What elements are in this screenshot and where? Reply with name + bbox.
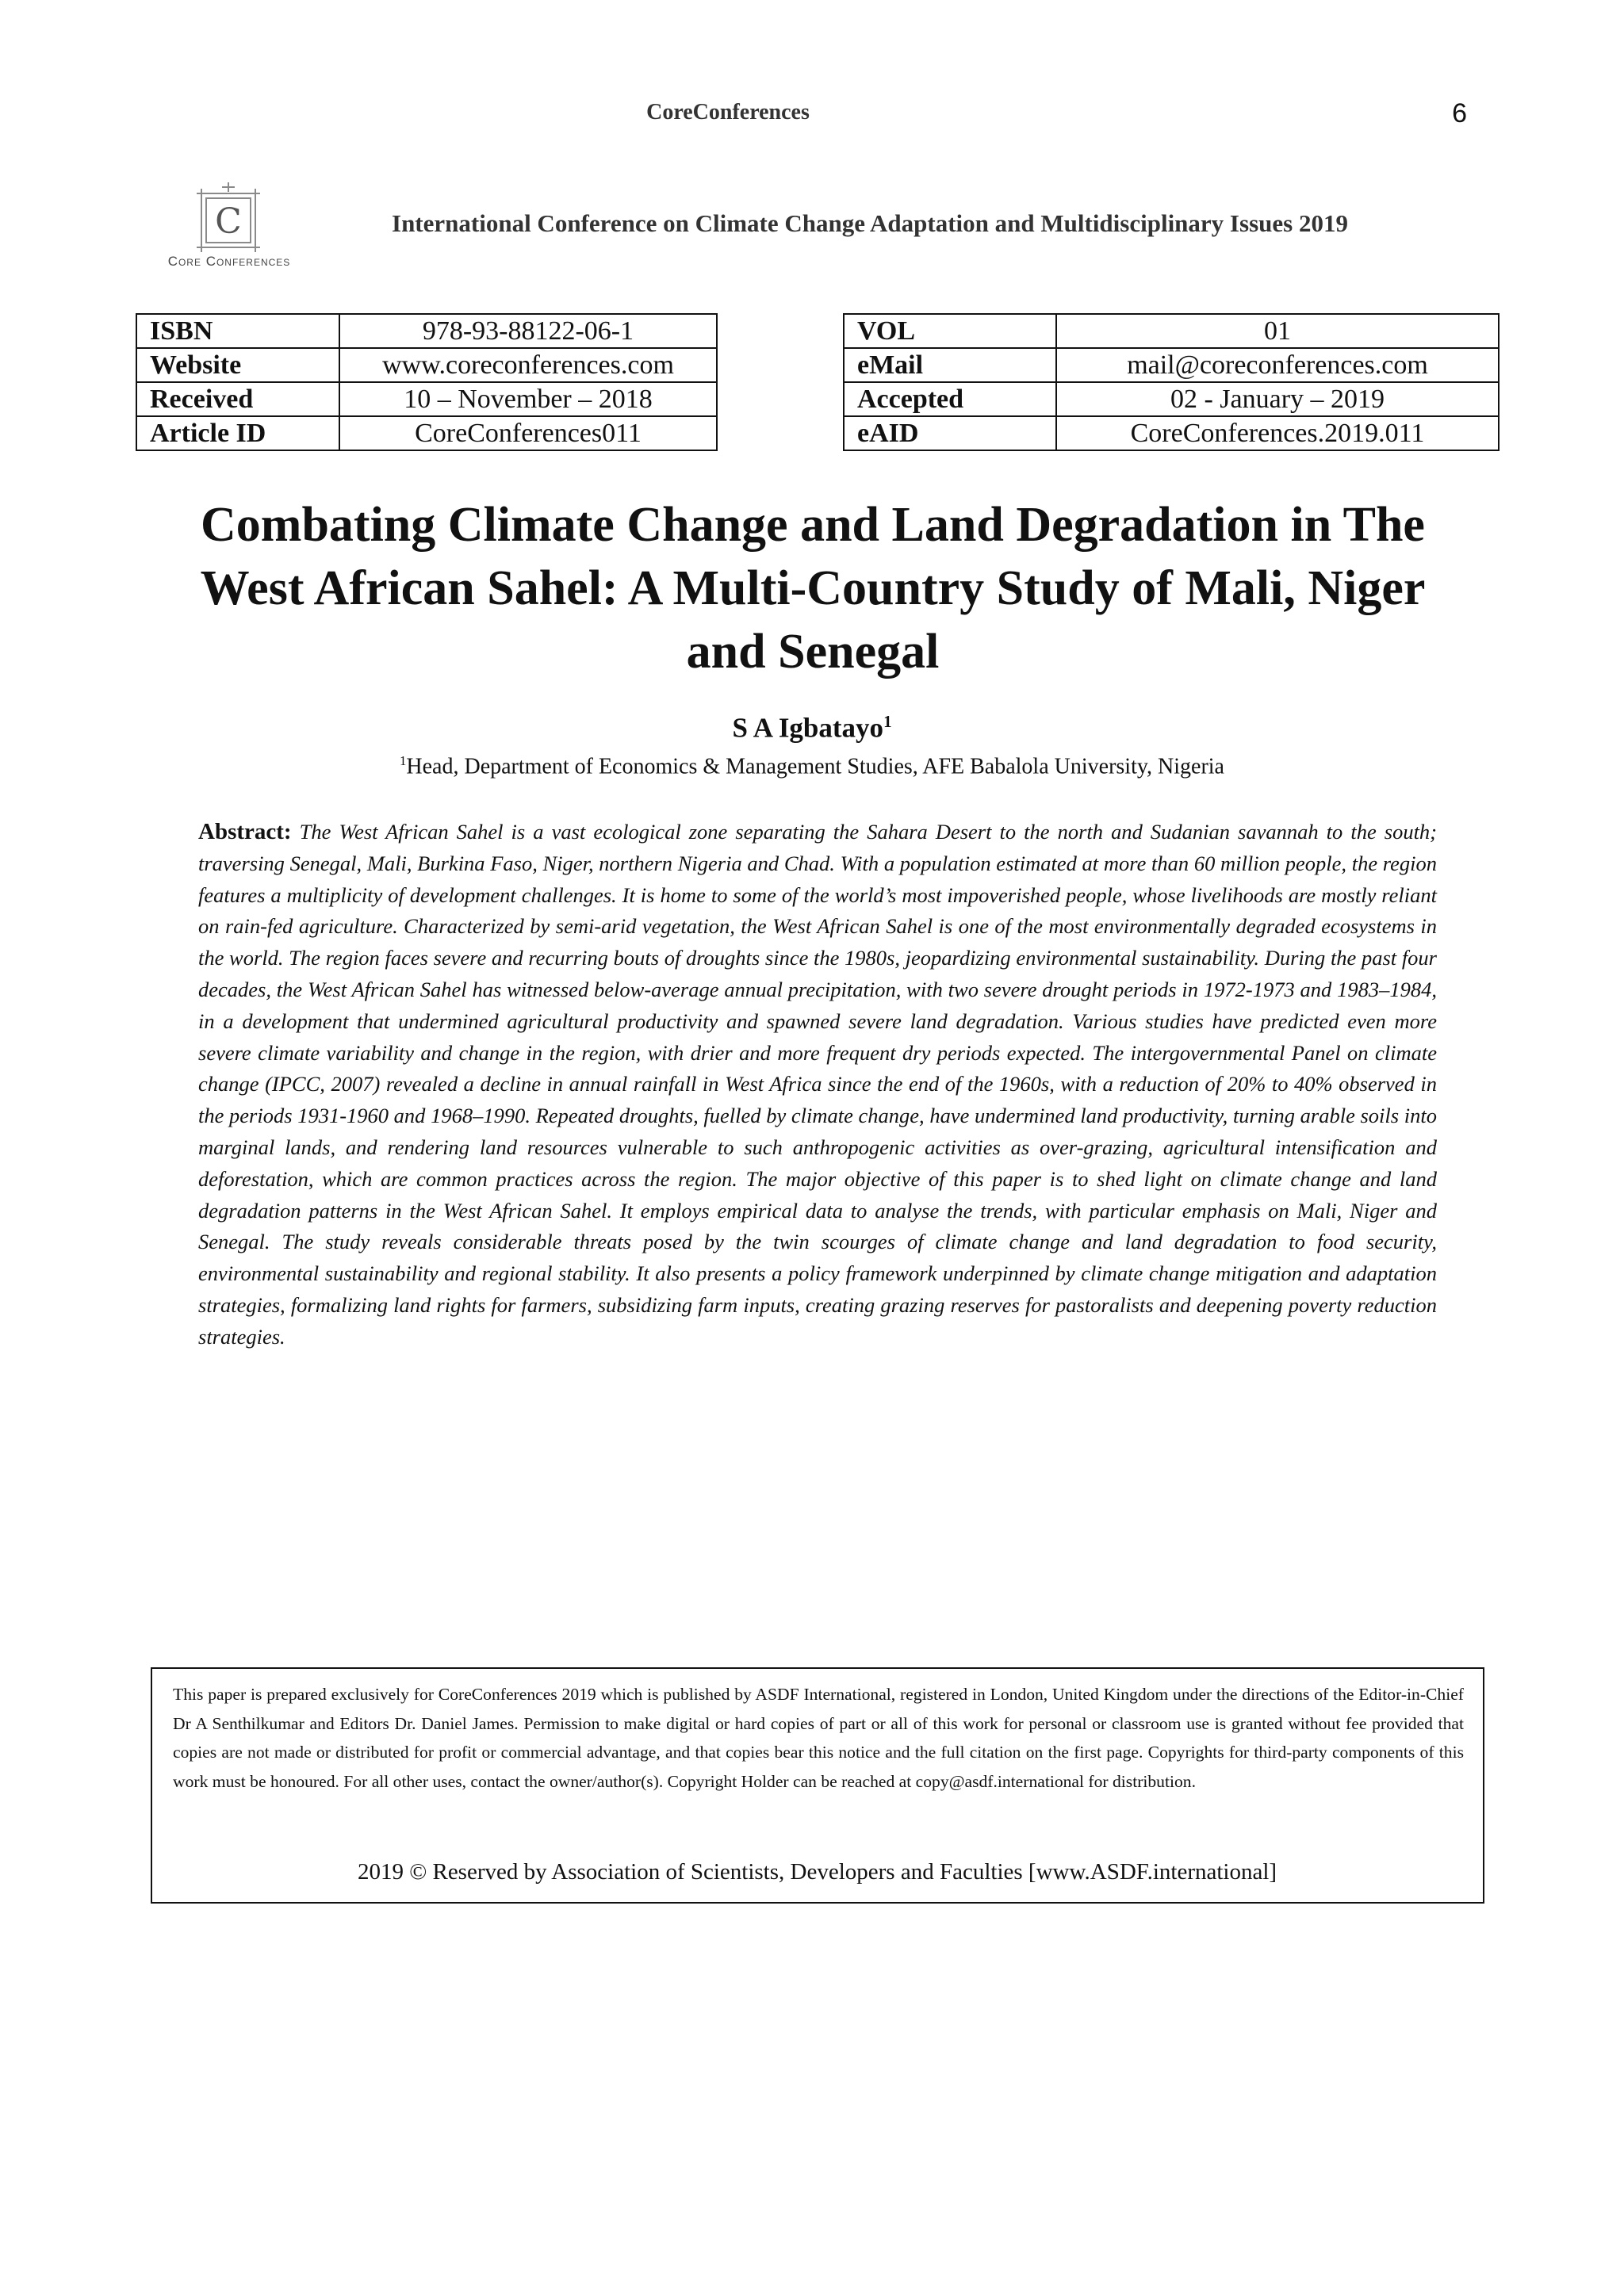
meta-value-website[interactable]: www.coreconferences.com xyxy=(339,348,717,382)
running-head: CoreConferences xyxy=(646,100,810,124)
meta-key: Website xyxy=(136,348,339,382)
affiliation: Head, Department of Economics & Management Studies, AFE Babalola University, Nigeria xyxy=(406,754,1224,779)
meta-row-isbn xyxy=(136,314,717,348)
conference-name: International Conference on Climate Change Adaptation and Multidisciplinary Issues 2019 xyxy=(392,209,1348,237)
author-line xyxy=(0,712,1624,744)
affiliation-mark: 1 xyxy=(400,753,407,768)
abstract xyxy=(198,817,1437,1353)
meta-row-email xyxy=(844,348,1499,382)
abstract-label: Abstract: xyxy=(198,819,292,844)
author-affiliation-mark: 1 xyxy=(883,712,892,731)
meta-value: 978-93-88122-06-1 xyxy=(339,314,717,348)
article-meta-table-left xyxy=(136,313,718,451)
meta-row-vol xyxy=(844,314,1499,348)
article-meta-table-right xyxy=(843,313,1500,451)
meta-key: Accepted xyxy=(844,382,1056,416)
logo-text: Core Conferences xyxy=(167,254,291,269)
meta-key: eAID xyxy=(844,416,1056,450)
meta-key: Received xyxy=(136,382,339,416)
meta-key: Article ID xyxy=(136,416,339,450)
meta-value: CoreConferences.2019.011 xyxy=(1056,416,1499,450)
paper-title: Combating Climate Change and Land Degradation in The West African Sahel: A Multi-Country Study of Mali, Niger and Senegal xyxy=(200,498,1426,679)
author-name: S A Igbatayo xyxy=(732,712,884,744)
meta-value: 10 – November – 2018 xyxy=(339,382,717,416)
meta-value: CoreConferences011 xyxy=(339,416,717,450)
meta-row-article-id xyxy=(136,416,717,450)
meta-row-received xyxy=(136,382,717,416)
meta-value-email[interactable]: mail@coreconferences.com xyxy=(1056,348,1499,382)
meta-value: 01 xyxy=(1056,314,1499,348)
affiliation-line xyxy=(0,753,1624,779)
abstract-text: The West African Sahel is a vast ecological zone separating the Sahara Desert to the north and Sudanian savannah to the south; traversing Senegal, Mali, Burkina Faso, Niger, northern Nigeria and Chad. With a population estimated at more than 60 million people, the region features a multiplicity of development challenges. It is home to some of the world’s most impoverished people, whose livelihoods are mostly reliant on rain-fed agriculture. Characterized by semi-arid vegetation, the West African Sahel is one of the most environmentally degraded ecosystems in the world. The region faces severe and recurring bouts of droughts since the 1980s, jeopardizing environmental sustainability. During the past four decades, the West African Sahel has witnessed below-average annual precipitation, with two severe drought periods in 1972-1973 and 1983–1984, in a development that undermined agricultural productivity and spawned severe land degradation. Various studies have predicted even more severe climate variability and change in the region, with drier and more frequent dry periods expected. The intergovernmental Panel on climate change (IPCC, 2007) revealed a decline in annual rainfall in West Africa since the end of the 1960s, with a reduction of 20% to 40% observed in the periods 1931-1960 and 1968–1990. Repeated droughts, fuelled by climate change, have undermined land productivity, turning arable soils into marginal lands, and rendering land resources vulnerable to such anthropogenic activities as over-grazing, agricultural intensification and deforestation, which are common practices across the region. The major objective of this paper is to shed light on climate change and land degradation patterns in the West African Sahel. It employs empirical data to analyse the trends, with particular emphasis on Mali, Niger and Senegal. The study reveals considerable threats posed by the twin scourges of climate change and land degradation to food security, environmental sustainability and regional stability. It also presents a policy framework underpinned by climate change mitigation and adaptation strategies, formalizing land rights for farmers, subsidizing farm inputs, creating grazing reserves for pastoralists and deepening poverty reduction strategies. xyxy=(198,820,1438,1349)
meta-row-accepted xyxy=(844,382,1499,416)
footer-notice-text: This paper is prepared exclusively for CoreConferences 2019 which is published by ASDF International, registered in London, United Kingdom under the directions of the Editor-in-Chief Dr A Senthilkumar and Editors Dr. Daniel James. Permission to make digital or hard copies of part or all of this work for personal or classroom use is granted without fee provided that copies are not made or distributed for profit or commercial advantage, and that copies bear this notice and the full citation on the first page. Copyrights for third-party components of this work must be honoured. For all other uses, contact the owner/author(s). Copyright Holder can be reached at copy@asdf.international for distribution. xyxy=(173,1685,1464,1791)
meta-key: VOL xyxy=(844,314,1056,348)
copyright-line: 2019 © Reserved by Association of Scientists, Developers and Faculties [www.ASDF.international] xyxy=(357,1859,1277,1885)
meta-value: 02 - January – 2019 xyxy=(1056,382,1499,416)
meta-key: ISBN xyxy=(136,314,339,348)
svg-text:C: C xyxy=(215,201,242,242)
meta-row-website xyxy=(136,348,717,382)
meta-key: eMail xyxy=(844,348,1056,382)
meta-row-eaid xyxy=(844,416,1499,450)
page-number: 6 xyxy=(1452,98,1467,128)
